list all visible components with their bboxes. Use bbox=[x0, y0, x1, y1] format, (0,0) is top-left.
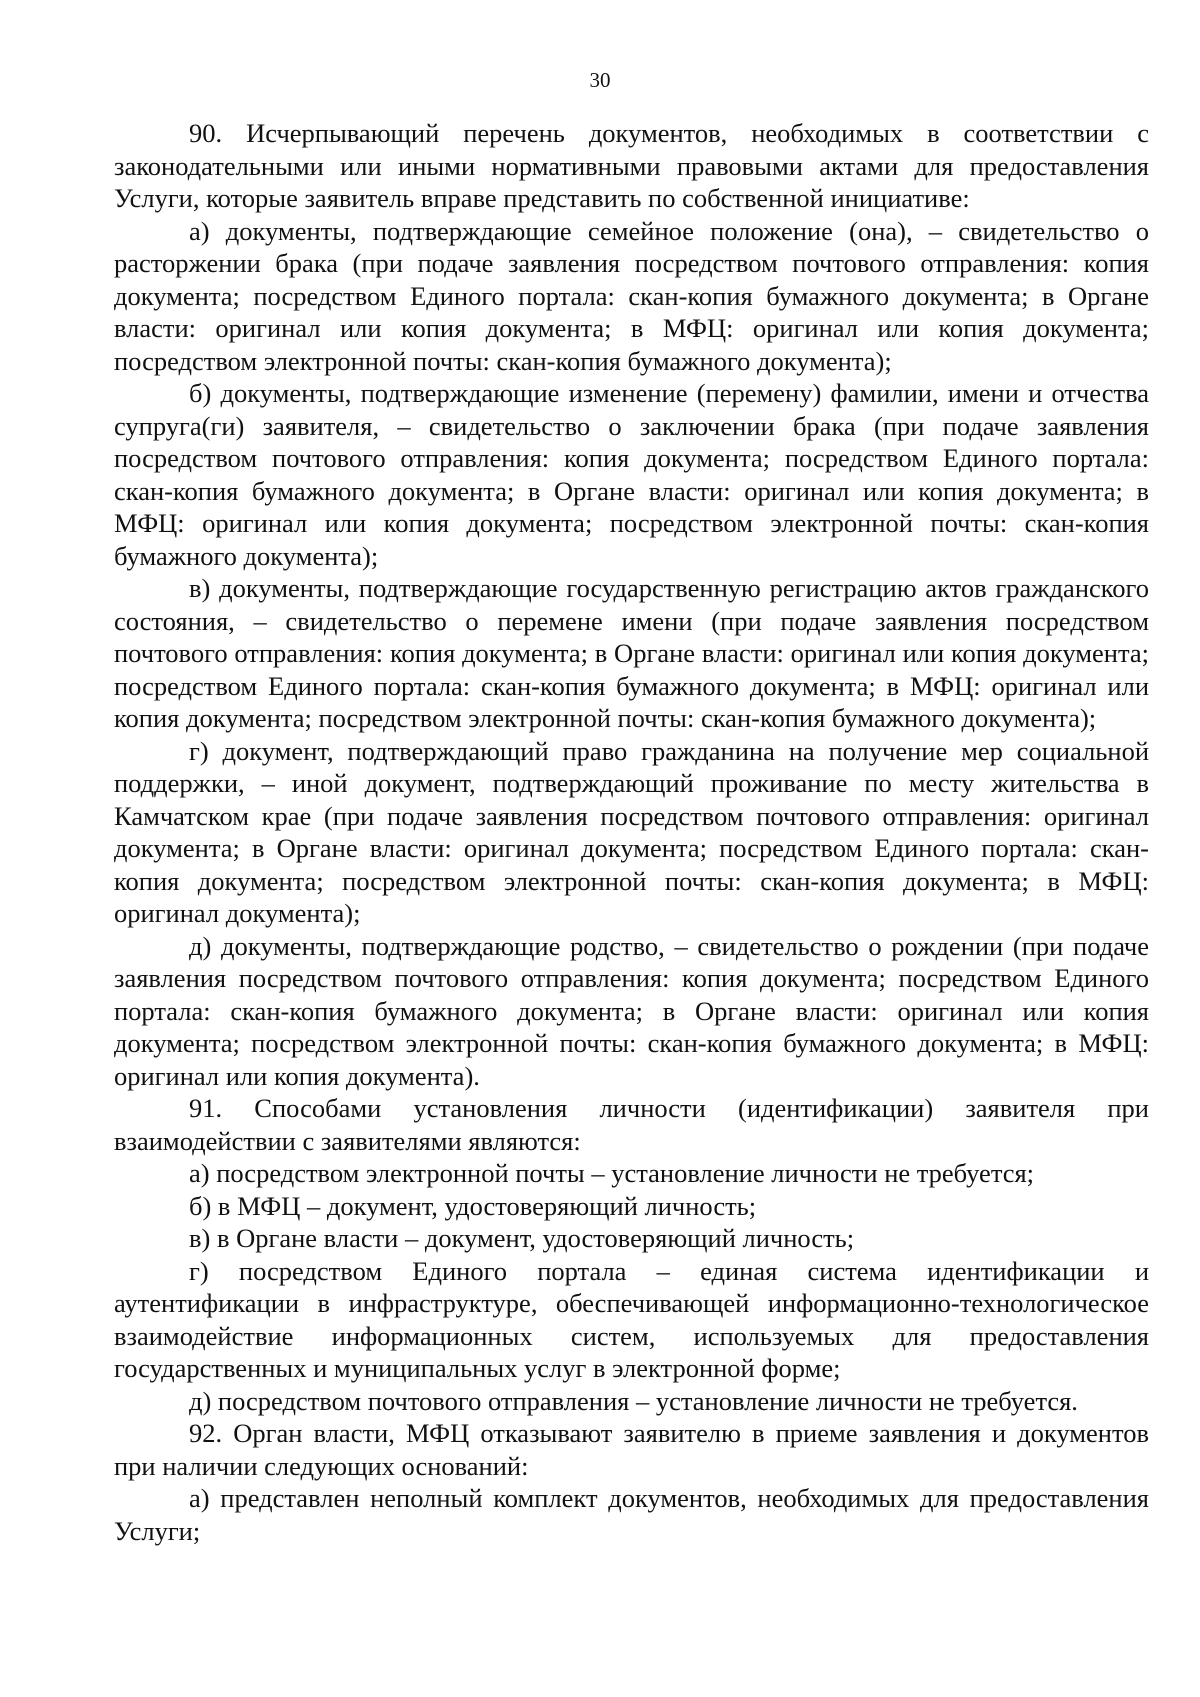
page-number: 30 bbox=[589, 68, 611, 92]
paragraph-90-d: д) документы, подтверждающие родство, – свидетельство о рождении (при подаче заявления посредством почтового отправления: копия документа; посредством Единого портала: скан-копия бумажного документа; в Органе власти: оригинал или копия документа; посредством электронной почты: скан-копия бумажного документа; в МФЦ: оригинал или копия документа). bbox=[114, 930, 1149, 1091]
paragraph-92: 92. Орган власти, МФЦ отказывают заявителю в приеме заявления и документов при наличии следующих оснований: bbox=[114, 1418, 1149, 1481]
paragraph-91-v: в) в Органе власти – документ, удостоверяющий личность; bbox=[189, 1223, 855, 1253]
paragraph-91-g: г) посредством Единого портала – единая система идентификации и аутентификации в инфраструктуре, обеспечивающей информационно-технологическое взаимодействие информационных систем, используемых для предоставления государственных и муниципальных услуг в электронной форме; bbox=[114, 1255, 1149, 1383]
paragraph-91: 91. Способами установления личности (идентификации) заявителя при взаимодействии с заявителями являются: bbox=[114, 1093, 1149, 1156]
paragraph-90: 90. Исчерпывающий перечень документов, необходимых в соответствии с законодательными или иными нормативными правовыми актами для предоставления Услуги, которые заявитель вправе представить по собственной инициативе: bbox=[114, 118, 1149, 213]
paragraph-90-v: в) документы, подтверждающие государственную регистрацию актов гражданского состояния, – свидетельство о перемене имени (при подаче заявления посредством почтового отправления: копия документа; в Органе власти: оригинал или копия документа; посредством Единого портала: скан-копия бумажного документа; в МФЦ: оригинал или копия документа; посредством электронной почты: скан-копия бумажного документа); bbox=[114, 573, 1149, 733]
paragraph-91-b: б) в МФЦ – документ, удостоверяющий личность; bbox=[189, 1190, 757, 1221]
document-body bbox=[114, 117, 1149, 1547]
paragraph-90-g: г) документ, подтверждающий право гражданина на получение мер социальной поддержки, – иной документ, подтверждающий проживание по месту жительства в Камчатском крае (при подаче заявления посредством почтового отправления: оригинал документа; в Органе власти: оригинал документа; посредством Единого портала: скан-копия документа; посредством электронной почты: скан-копия документа; в МФЦ: оригинал документа); bbox=[114, 735, 1149, 928]
paragraph-90-a: а) документы, подтверждающие семейное положение (она), – свидетельство о расторжении брака (при подаче заявления посредством почтового отправления: копия документа; посредством Единого портала: скан-копия бумажного документа; в Органе власти: оригинал или копия документа; в МФЦ: оригинал или копия документа; посредством электронной почты: скан-копия бумажного документа); bbox=[114, 215, 1149, 376]
paragraph-91-a: а) посредством электронной почты – установление личности не требуется; bbox=[189, 1158, 1035, 1188]
paragraph-92-a: а) представлен неполный комплект документов, необходимых для предоставления Услуги; bbox=[114, 1483, 1149, 1546]
paragraph-90-b: б) документы, подтверждающие изменение (перемену) фамилии, имени и отчества супруга(ги) заявителя, – свидетельство о заключении брака (при подаче заявления посредством почтового отправления: копия документа; посредством Единого портала: скан-копия бумажного документа; в Органе власти: оригинал или копия документа; в МФЦ: оригинал или копия документа; посредством электронной почты: скан-копия бумажного документа); bbox=[114, 378, 1149, 571]
paragraph-91-d: д) посредством почтового отправления – установление личности не требуется. bbox=[189, 1385, 1078, 1416]
